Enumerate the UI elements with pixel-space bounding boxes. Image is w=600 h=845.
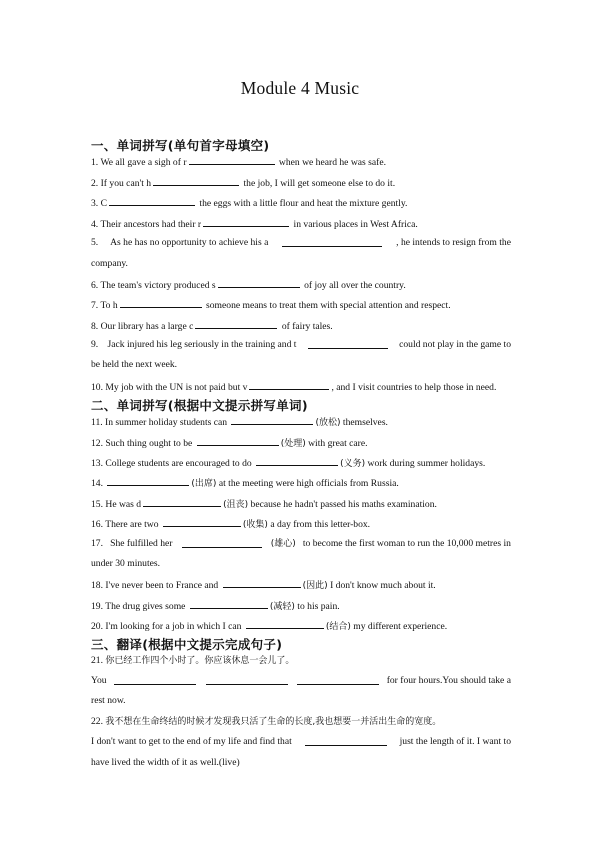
answer-blank[interactable] xyxy=(282,237,382,247)
section-heading-2: 二、单词拼写(根据中文提示拼写单词) xyxy=(91,398,308,413)
answer-blank[interactable] xyxy=(246,619,324,629)
answer-blank[interactable] xyxy=(203,217,289,227)
answer-blank[interactable] xyxy=(189,155,275,165)
answer-blank[interactable] xyxy=(231,415,313,425)
question-9: 9. Jack injured his leg seriously in the training and t could not play in the game to xyxy=(91,339,511,350)
question-22: I don't want to get to the end of my life and find that just the length of it. I want to xyxy=(91,736,511,747)
answer-blank[interactable] xyxy=(305,736,387,746)
answer-blank[interactable] xyxy=(308,339,388,349)
question-5-cont: company. xyxy=(91,258,128,269)
question-14: 14. (出席) at the meeting were high officials from Russia. xyxy=(91,478,399,489)
question-17-cont: under 30 minutes. xyxy=(91,558,161,569)
question-5: 5. As he has no opportunity to achieve his a , he intends to resign from the xyxy=(91,237,511,248)
question-22-prompt: 22. 我不想在生命终结的时候才发现我只活了生命的长度,我也想要一并活出生命的宽度。 xyxy=(91,716,442,727)
question-17: 17. She fulfilled her (雄心) to become the first woman to run the 10,000 metres in xyxy=(91,538,511,549)
question-7: 7. To h someone means to treat them with special attention and respect. xyxy=(91,300,451,311)
question-21: You for four hours.You should take a xyxy=(91,675,511,686)
section-heading-1: 一、单词拼写(单句首字母填空) xyxy=(91,138,270,153)
question-18: 18. I've never been to France and (因此) I don't know much about it. xyxy=(91,580,436,591)
answer-blank[interactable] xyxy=(197,436,279,446)
answer-blank[interactable] xyxy=(195,319,277,329)
page-title: Module 4 Music xyxy=(240,78,360,98)
answer-blank[interactable] xyxy=(114,675,196,685)
question-9-cont: be held the next week. xyxy=(91,359,178,370)
question-19: 19. The drug gives some (减轻) to his pain. xyxy=(91,601,340,612)
answer-blank[interactable] xyxy=(143,497,221,507)
question-2: 2. If you can't h the job, I will get someone else to do it. xyxy=(91,178,396,189)
answer-blank[interactable] xyxy=(297,675,379,685)
answer-blank[interactable] xyxy=(107,476,189,486)
question-21-cont: rest now. xyxy=(91,695,126,706)
question-3: 3. C the eggs with a little flour and heat the mixture gently. xyxy=(91,198,408,209)
question-21-prompt: 21. 你已经工作四个小时了。你应该休息一会儿了。 xyxy=(91,655,295,666)
question-1: 1. We all gave a sigh of r when we heard he was safe. xyxy=(91,157,387,168)
answer-blank[interactable] xyxy=(190,599,268,609)
answer-blank[interactable] xyxy=(223,578,301,588)
question-8: 8. Our library has a large c of fairy tales. xyxy=(91,321,333,332)
answer-blank[interactable] xyxy=(109,196,195,206)
answer-blank[interactable] xyxy=(120,298,202,308)
question-4: 4. Their ancestors had their r in various places in West Africa. xyxy=(91,219,418,230)
answer-blank[interactable] xyxy=(153,176,239,186)
question-10: 10. My job with the UN is not paid but v , and I visit countries to help those in need. xyxy=(91,382,497,393)
answer-blank[interactable] xyxy=(256,456,338,466)
section-heading-3: 三、翻译(根据中文提示完成句子) xyxy=(91,637,283,652)
question-22-cont: have lived the width of it as well.(live) xyxy=(91,757,240,768)
question-11: 11. In summer holiday students can (放松) themselves. xyxy=(91,417,388,428)
question-20: 20. I'm looking for a job in which I can (结合) my different experience. xyxy=(91,621,448,632)
answer-blank[interactable] xyxy=(249,380,329,390)
answer-blank[interactable] xyxy=(206,675,288,685)
question-15: 15. He was d (沮丧) because he hadn't passed his maths examination. xyxy=(91,499,437,510)
question-13: 13. College students are encouraged to do (义务) work during summer holidays. xyxy=(91,458,486,469)
answer-blank[interactable] xyxy=(163,517,241,527)
answer-blank[interactable] xyxy=(182,538,262,548)
question-6: 6. The team's victory produced s of joy all over the country. xyxy=(91,280,406,291)
question-12: 12. Such thing ought to be (处理) with great care. xyxy=(91,438,368,449)
answer-blank[interactable] xyxy=(218,278,300,288)
question-16: 16. There are two (收集) a day from this letter-box. xyxy=(91,519,371,530)
